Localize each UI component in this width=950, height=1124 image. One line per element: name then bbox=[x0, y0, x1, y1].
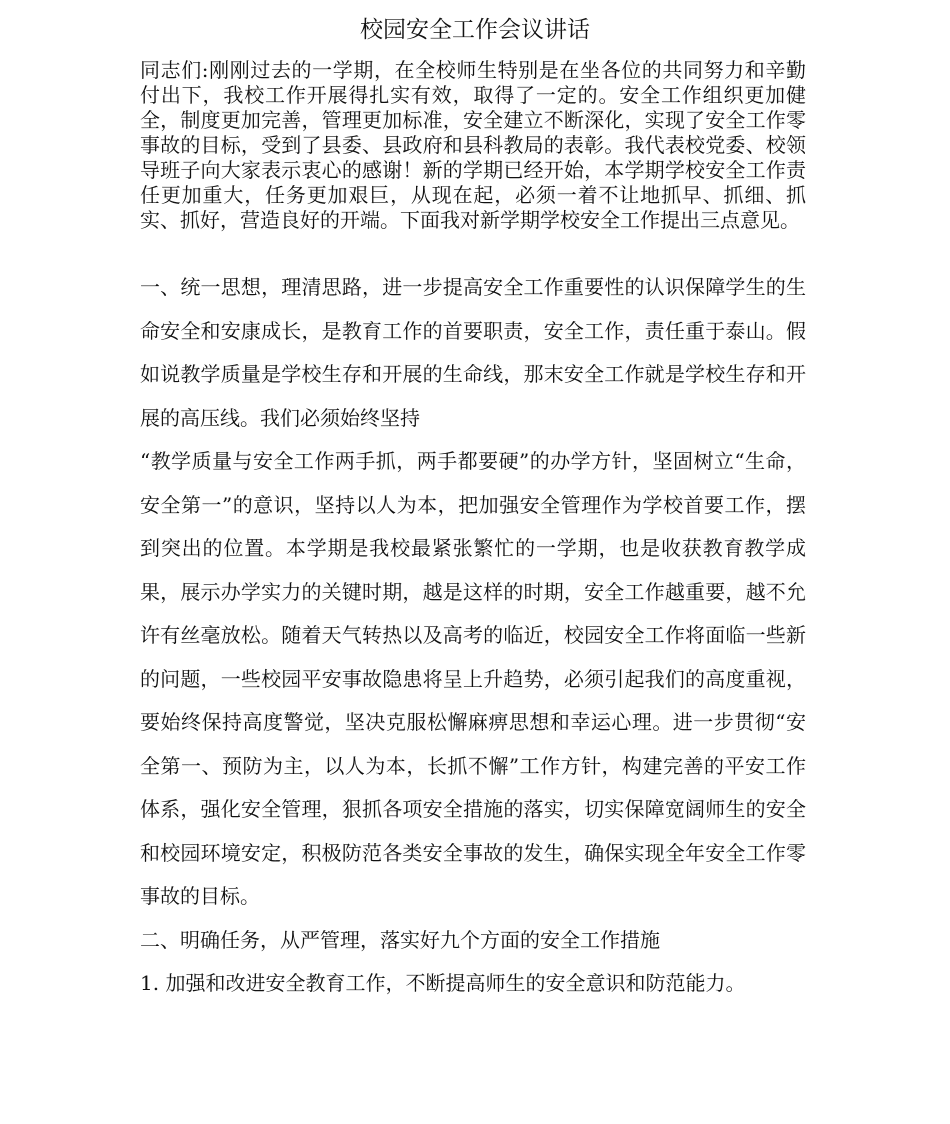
section-1-paragraph: 一、统一思想，理清思路，进一步提高安全工作重要性的认识保障学生的生命安全和安康成长，是教育工作的首要职责，安全工作，责任重于泰山。假如说教学质量是学校生存和开展的生命线，那末安全工作就是学校生存和开展的高压线。我们必须始终坚持 bbox=[140, 275, 806, 430]
intro-paragraph: 同志们:刚刚过去的一学期，在全校师生特别是在坐各位的共同努力和辛勤付出下，我校工作开展得扎实有效，取得了一定的。安全工作组织更加健全，制度更加完善，管理更加标准，安全建立不断深化，实现了安全工作零事故的目标，受到了县委、县政府和县科教局的表彰。我代表校党委、校领导班子向大家表示衷心的感谢！新的学期已经开始，本学期学校安全工作责任更加重大，任务更加艰巨，从现在起，必须一着不让地抓早、抓细、抓实、抓好，营造良好的开端。下面我对新学期学校安全工作提出三点意见。 bbox=[140, 58, 806, 232]
document-body bbox=[140, 266, 806, 1006]
section-2-heading: 二、明确任务，从严管理，落实好九个方面的安全工作措施 bbox=[140, 927, 660, 952]
document-title: 校园安全工作会议讲话 bbox=[360, 17, 590, 43]
section-1-continuation-paragraph: “教学质量与安全工作两手抓，两手都要硬”的办学方针，坚固树立“生命，安全第一”的意识，坚持以人为本，把加强安全管理作为学校首要工作，摆到突出的位置。本学期是我校最紧张繁忙的一学期，也是收获教育教学成果，展示办学实力的关键时期，越是这样的时期，安全工作越重要，越不允许有丝毫放松。随着天气转热以及高考的临近，校园安全工作将面临一些新的问题，一些校园平安事故隐患将呈上升趋势，必须引起我们的高度重视，要始终保持高度警觉，坚决克服松懈麻痹思想和幸运心理。进一步贯彻“安全第一、预防为主，以人为本，长抓不懈”工作方针，构建完善的平安工作体系，强化安全管理，狠抓各项安全措施的落实，切实保障宽阔师生的安全和校园环境安定，积极防范各类安全事故的发生，确保实现全年安全工作零事故的目标。 bbox=[140, 449, 806, 908]
list-item-1: 1. 加强和改进安全教育工作，不断提高师生的安全意识和防范能力。 bbox=[140, 971, 746, 995]
